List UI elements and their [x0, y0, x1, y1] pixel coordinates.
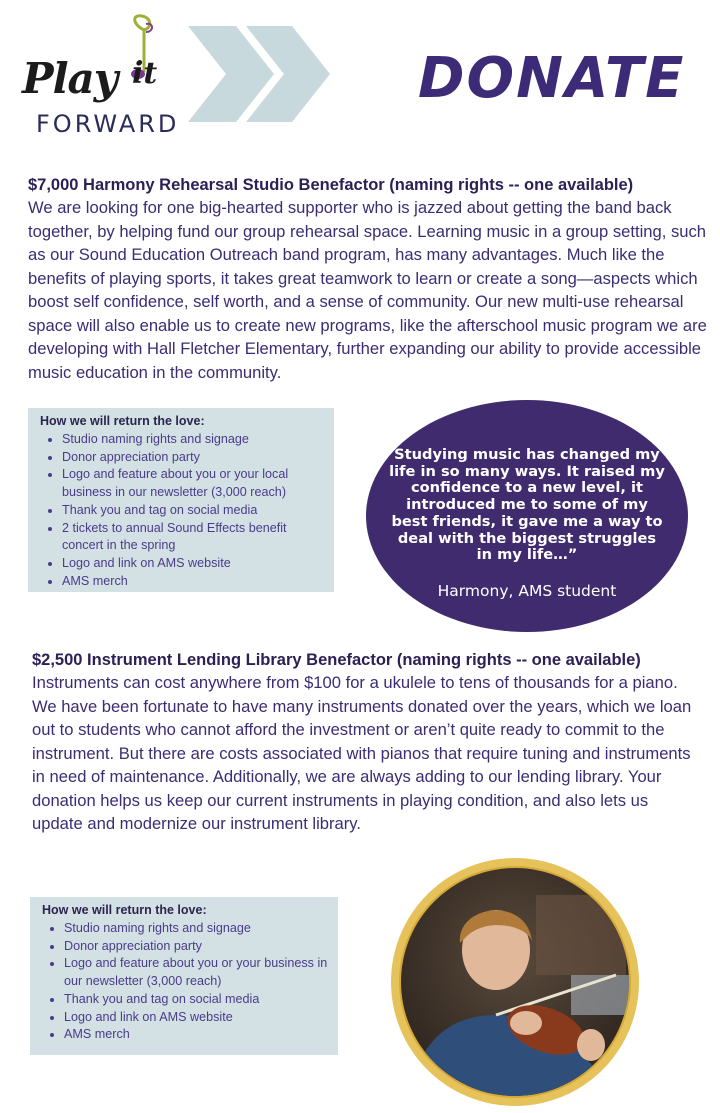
list-item: • Studio naming rights and signage	[64, 920, 328, 938]
quote-author: Harmony, AMS student	[437, 582, 617, 600]
list-item: • Logo and link on AMS website	[62, 555, 324, 573]
section2-title: $2,500 Instrument Lending Library Benefactor (naming rights -- one available)	[32, 651, 641, 669]
love-box-2	[30, 897, 338, 1055]
student-violin-photo	[386, 855, 644, 1109]
list-item: • AMS merch	[62, 573, 324, 591]
logo-it-text: it	[132, 56, 158, 91]
list-item: • 2 tickets to annual Sound Effects benefit concert in the spring	[62, 520, 324, 555]
quote-text: Studying music has changed my life in so many ways. It raised my confidence to a new level, it introduced me to some of my best friends, it gave me a way to deal with the biggest struggles in my life…”	[389, 446, 665, 564]
section1-title: $7,000 Harmony Rehearsal Studio Benefactor (naming rights -- one available)	[28, 176, 634, 194]
chevron-arrows-icon	[188, 26, 333, 126]
list-item: • Donor appreciation party	[64, 938, 328, 956]
list-item: • Logo and link on AMS website	[64, 1009, 328, 1027]
love-box-1	[28, 408, 334, 592]
list-item: • Logo and feature about you or your business in our newsletter (3,000 reach)	[64, 955, 328, 990]
logo	[18, 14, 178, 144]
list-item: • Studio naming rights and signage	[62, 431, 324, 449]
logo-play-text: Play	[22, 54, 118, 103]
list-item: • Logo and feature about you or your local business in our newsletter (3,000 reach)	[62, 466, 324, 501]
list-item: • Thank you and tag on social media	[62, 502, 324, 520]
love-box-1-title: How we will return the love:	[40, 414, 205, 428]
love-list-2	[42, 920, 328, 1044]
section1-body: We are looking for one big-hearted supporter who is jazzed about getting the band back together, by helping fund our group rehearsal space. Learning music in a group setting, such as our Sound Education Outreach band program, has many advantages. Much like the benefits of playing sports, it takes great teamwork to learn or create a song—aspects which boost self confidence, self worth, and a sense of community. Our new multi-use rehearsal space will also enable us to create new programs, like the afterschool music program we are developing with Hall Fletcher Elementary, further expanding our ability to provide accessible music education in the community.	[28, 198, 707, 382]
section2-body: Instruments can cost anywhere from $100 for a ukulele to tens of thousands for a piano. We have been fortunate to have many instruments donated over the years, which we loan out to students who cannot afford the investment or aren’t quite ready to commit to the instrument. But there are costs associated with pianos that require tuning and instruments in need of maintenance. Additionally, we are always adding to our lending library. Your donation helps us keep our current instruments in playing condition, and also lets us update and modernize our instrument library.	[32, 673, 692, 833]
love-box-2-title: How we will return the love:	[42, 903, 207, 917]
love-list-1	[40, 431, 324, 590]
logo-forward-text: FORWARD	[36, 110, 180, 138]
list-item: • AMS merch	[64, 1026, 328, 1044]
list-item: • Thank you and tag on social media	[64, 991, 328, 1009]
list-item: • Donor appreciation party	[62, 449, 324, 467]
page-title: DONATE	[418, 46, 686, 111]
